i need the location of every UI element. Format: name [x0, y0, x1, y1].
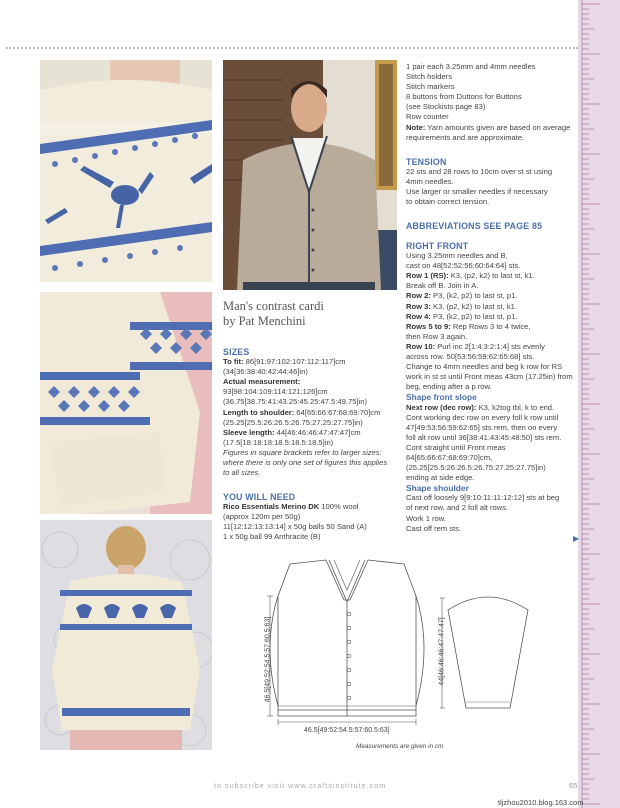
shape-shoulder-heading: Shape shoulder: [406, 483, 469, 494]
right-front-line-2: cast on 48[52:52:56:60:64:64] sts.: [406, 261, 521, 271]
blog-watermark: tljzhou2010.blog.163.com: [498, 798, 584, 807]
to-fit-label: To fit:: [223, 357, 244, 367]
length-inches: (25.25[25.5:26:26.5:26.75:27.25:27.75]in): [223, 417, 363, 427]
row-10-text: Purl inc 2[1:4:3:2:1:4] sts evenly: [435, 341, 545, 351]
right-front-line-3: Break off B. Join in A.: [406, 281, 479, 291]
photo-man-cardigan: [223, 60, 397, 290]
right-front-line-5: across row. 50[53:56:59:62:65:68] sts.: [406, 352, 535, 362]
to-fit-inches: (34[36:38:40:42:44:46]in): [223, 367, 308, 377]
pattern-title: [223, 299, 324, 329]
shoulder-line-1: Cast off loosely 9[9:10:11:11:12:12] sts at beg: [406, 493, 560, 503]
materials-stockists: (see Stockists page 83): [406, 102, 486, 112]
length-label: Length to shoulder:: [223, 407, 295, 417]
note-text-2: requirements and are approximate.: [406, 132, 525, 142]
row-1-text: K3, (p2, k2) to last st, k1.: [448, 271, 535, 281]
row-3-text: K3, (p2, k2) to last st, k1.: [430, 301, 518, 311]
dec-row-label: Next row (dec row):: [406, 402, 477, 412]
shoulder-line-3: Work 1 row.: [406, 513, 446, 523]
top-dotted-rule: [6, 47, 578, 49]
actual-measurement-label: Actual measurement:: [223, 377, 301, 387]
sizes-note-3: to all sizes.: [223, 468, 261, 478]
to-fit-value: 86[91:97:102:107:112:117]cm: [243, 357, 346, 367]
front-slope-line-4: Cont straight until Front meas: [406, 442, 506, 452]
sleeve-schematic: [440, 590, 536, 720]
yarn-contrast-colour: 1 x 50g ball 99 Anthracite (B): [223, 532, 321, 542]
row-4-text: P3, (k2, p2) to last st, p1.: [430, 311, 518, 321]
pattern-designer: by Pat Menchini: [223, 314, 306, 328]
diagram-caption: Measurements are given in cm: [356, 743, 444, 750]
row-10-label: Row 10:: [406, 341, 436, 351]
front-slope-line-1: Cont working dec row on every foll k row until: [406, 412, 559, 422]
rows-5-9-label: Rows 5 to 9:: [406, 321, 451, 331]
tension-section: [406, 157, 578, 207]
right-front-section: [406, 241, 580, 534]
sizes-note-1: Figures in square brackets refer to larger sizes:: [223, 447, 382, 457]
tension-line-1: 22 sts and 28 rows to 10cm over st st using: [406, 167, 553, 177]
body-width-label: 46.5[49:52:54.5:57:60.5:63]: [304, 727, 390, 734]
front-slope-line-7: ending at side edge.: [406, 473, 475, 483]
materials-markers: Stitch markers: [406, 82, 455, 92]
shape-front-slope-heading: Shape front slope: [406, 392, 477, 403]
yarn-main-colour: 11[12:12:13:13:14] x 50g balls 50 Sand (A): [223, 522, 367, 532]
sleeve-label: Sleeve length:: [223, 427, 275, 437]
abbreviations-heading: ABBREVIATIONS SEE PAGE 85: [406, 221, 543, 231]
row-1-label: Row 1 (RS):: [406, 271, 449, 281]
materials-buttons: 8 buttons from Duttons for Buttons: [406, 92, 522, 102]
tension-line-4: to obtain correct tension.: [406, 197, 490, 207]
note-text-1: Yarn amounts given are based on average: [425, 122, 571, 132]
right-front-line-1: Using 3.25mm needles and B,: [406, 251, 508, 261]
photo-bird-motif-closeup: [40, 60, 212, 282]
right-front-line-8: beg, ending after a p row.: [406, 382, 492, 392]
continue-arrow-icon: ▶: [573, 534, 580, 543]
tension-heading: TENSION: [406, 157, 447, 167]
actual-measurement-cm: 93[98:104:109:114:121:126]cm: [223, 387, 328, 397]
materials-needles: 1 pair each 3.25mm and 4mm needles: [406, 62, 536, 71]
materials-section: [406, 62, 578, 143]
you-will-need-section: [223, 492, 403, 542]
subscribe-footer: to subscribe visit www.craftsinstitute.com: [214, 781, 387, 790]
front-slope-line-3: foll alt row until 36[38:41:43:45:48:50] sts rem.: [406, 432, 562, 442]
right-front-line-7: work in st st until Front meas 43cm (17.25in) from: [406, 372, 573, 382]
sizes-heading: SIZES: [223, 347, 250, 357]
actual-measurement-in: (36.75[38.75:41:43.25:45.25:47.5:49.75]in): [223, 397, 367, 407]
front-slope-line-5: 64[65:66:67:68:69:70]cm,: [406, 452, 493, 462]
shoulder-line-2: of next row, and 2 foll alt rows.: [406, 503, 509, 513]
row-4-label: Row 4:: [406, 311, 431, 321]
row-2-label: Row 2:: [406, 291, 431, 301]
you-will-need-heading: YOU WILL NEED: [223, 492, 296, 502]
right-front-line-4: then Row 3 again.: [406, 331, 468, 341]
sizes-section: [223, 347, 403, 478]
dec-row-text: K3, k2tog tbl, k to end.: [476, 402, 555, 412]
length-value: 64[65:66:67:68:69:70]cm: [294, 407, 381, 417]
body-height-label: 46.5[49:52:54.5:57:60.5:63]: [264, 616, 272, 703]
sleeve-length-label: 44[46:46:46:47:47:47]: [438, 617, 446, 686]
tension-line-2: 4mm needles.: [406, 177, 454, 187]
pattern-name: Man's contrast cardi: [223, 299, 324, 313]
front-slope-line-6: (25.25[25.5:26:26.5:26.75:27.25:27.75]in): [406, 463, 546, 473]
materials-holders: Stitch holders: [406, 72, 453, 82]
abbreviations-section: [406, 221, 578, 231]
rows-5-9-text: Rep Rows 3 to 4 twice,: [450, 321, 531, 331]
sizes-note-2: where there is only one set of figures this applies: [223, 458, 388, 468]
front-slope-line-2: 47[49:53:56:59:62:65] sts rem, then on every: [406, 422, 558, 432]
sleeve-inches: (17.5[18:18:18:18.5:18.5:18.5]in): [223, 437, 334, 447]
yarn-weight: (approx 120m per 50g): [223, 512, 301, 522]
cardigan-body-schematic: [256, 556, 456, 746]
row-2-text: P3, (k2, p2) to last st, p1.: [430, 291, 518, 301]
measuring-ruler: [578, 0, 620, 808]
photo-back-view: [40, 520, 212, 750]
materials-row-counter: Row counter: [406, 112, 449, 122]
right-front-heading: RIGHT FRONT: [406, 241, 469, 251]
note-label: Note:: [406, 122, 426, 132]
tension-line-3: Use larger or smaller needles if necessary: [406, 187, 548, 197]
page-number: 65: [569, 781, 578, 790]
yarn-fibre: 100% wool: [319, 502, 359, 512]
yarn-brand: Rico Essentials Merino DK: [223, 502, 320, 512]
row-3-label: Row 3:: [406, 301, 431, 311]
photo-sleeve-detail: [40, 292, 212, 514]
sleeve-value: 44[46:46:46:47:47:47]cm: [274, 427, 361, 437]
shoulder-line-4: Cast off rem sts.: [406, 523, 462, 533]
right-front-line-6: Change to 4mm needles and beg k row for RS: [406, 362, 563, 372]
